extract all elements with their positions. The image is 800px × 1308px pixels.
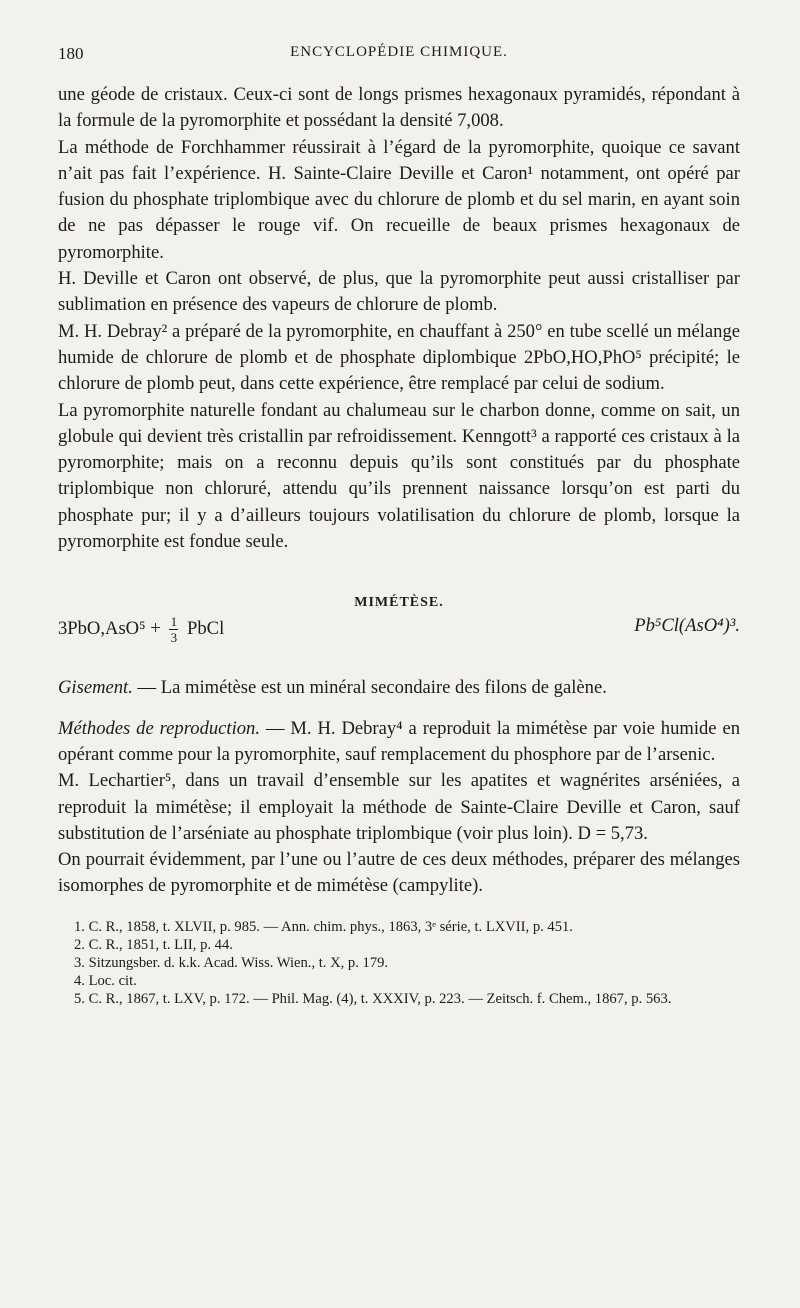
formula-left-b: PbCl [187,618,225,640]
methodes-label: Méthodes de reproduction. [58,717,260,739]
running-title: ENCYCLOPÉDIE CHIMIQUE. [290,44,508,60]
section-heading: MIMÉTÈSE. [354,595,444,611]
formula-left-a: 3PbO,AsO⁵ + [58,618,161,640]
page-header [58,44,740,68]
paragraph: M. Lechartier⁵, dans un travail d’ensemble sur les apatites et wagnérites arséniées, a reproduit la mimétèse; il employait la méthode de Sainte-Claire Deville et Caron, sauf substitution de l’arséniate au phosphate triplombique (voir plus loin). D = 5,73. [58,770,740,844]
footnote: 5. C. R., 1867, t. LXV, p. 172. — Phil. Mag. (4), t. XXXIV, p. 223. — Zeitsch. f. Chem., 1867, p. 563. [74,990,672,1007]
formula-left [58,615,224,644]
paragraph: On pourrait évidemment, par l’une ou l’autre de ces deux méthodes, préparer des mélanges isomorphes de pyromorphite et de mimétèse (campylite). [58,849,740,897]
paragraph: La pyromorphite naturelle fondant au chalumeau sur le charbon donne, comme on sait, un globule qui devient très cristallin par refroidissement. Kenngott³ a rapporté ces cristaux à la pyromorphite; mais on a reconnu depuis qu’ils sont constitués par du phosphate triplombique non chloruré, attendu qu’ils prennent naissance lorsqu’on est parti du phosphate pur; il y a d’ailleurs toujours volatilisation du chlorure de plomb, lorsque la pyromorphite est fondue seule. [58,399,740,553]
gisement-paragraph [58,675,740,701]
paragraph: H. Deville et Caron ont observé, de plus, que la pyromorphite peut aussi cristalliser par sublimation en présence des vapeurs de chlorure de plomb. [58,268,740,316]
methodes-paragraph [58,716,740,769]
footnotes [58,918,740,1008]
fraction-denominator: 3 [170,630,178,646]
page-body [58,82,740,1008]
footnote: 1. C. R., 1858, t. XLVII, p. 985. — Ann. chim. phys., 1863, 3ᵉ série, t. LXVII, p. 451. [74,918,573,935]
methodes-text: — M. H. Debray⁴ a reproduit la mimétèse par voie humide en opérant comme pour la pyromorphite, sauf remplacement du phosphore par de l’arsenic. [58,717,740,765]
fraction-numerator: 1 [170,614,178,630]
formula-right: Pb⁵Cl(AsO⁴)³. [634,615,740,637]
page-number: 180 [58,44,84,63]
paragraph: La méthode de Forchhammer réussirait à l’égard de la pyromorphite, quoique ce savant n’ait pas fait l’expérience. H. Sainte-Claire Deville et Caron¹ notamment, ont opéré par fusion du phosphate triplombique avec du chlorure de plomb et du sel marin, en ayant soin de ne pas dépasser le rouge vif. On recueille de beaux prismes hexagonaux de pyromorphite. [58,136,740,263]
formula-row [58,615,740,661]
formula-fraction [169,615,178,644]
gisement-text: — La mimétèse est un minéral secondaire des filons de galène. [132,677,607,699]
footnote: 2. C. R., 1851, t. LII, p. 44. [74,936,233,953]
footnote: 3. Sitzungsber. d. k.k. Acad. Wiss. Wien., t. X, p. 179. [74,954,389,971]
paragraph: une géode de cristaux. Ceux-ci sont de longs prismes hexagonaux pyramidés, répondant à la formule de la pyromorphite et possédant la densité 7,008. [58,84,740,132]
paragraph: M. H. Debray² a préparé de la pyromorphite, en chauffant à 250° en tube scellé un mélange humide de chlorure de plomb et de phosphate diplombique 2PbO,HO,PhO⁵ précipité; le chlorure de plomb peut, dans cette expérience, être remplacé par celui de sodium. [58,320,740,395]
footnote: 4. Loc. cit. [74,972,137,989]
gisement-label: Gisement. [58,677,133,699]
